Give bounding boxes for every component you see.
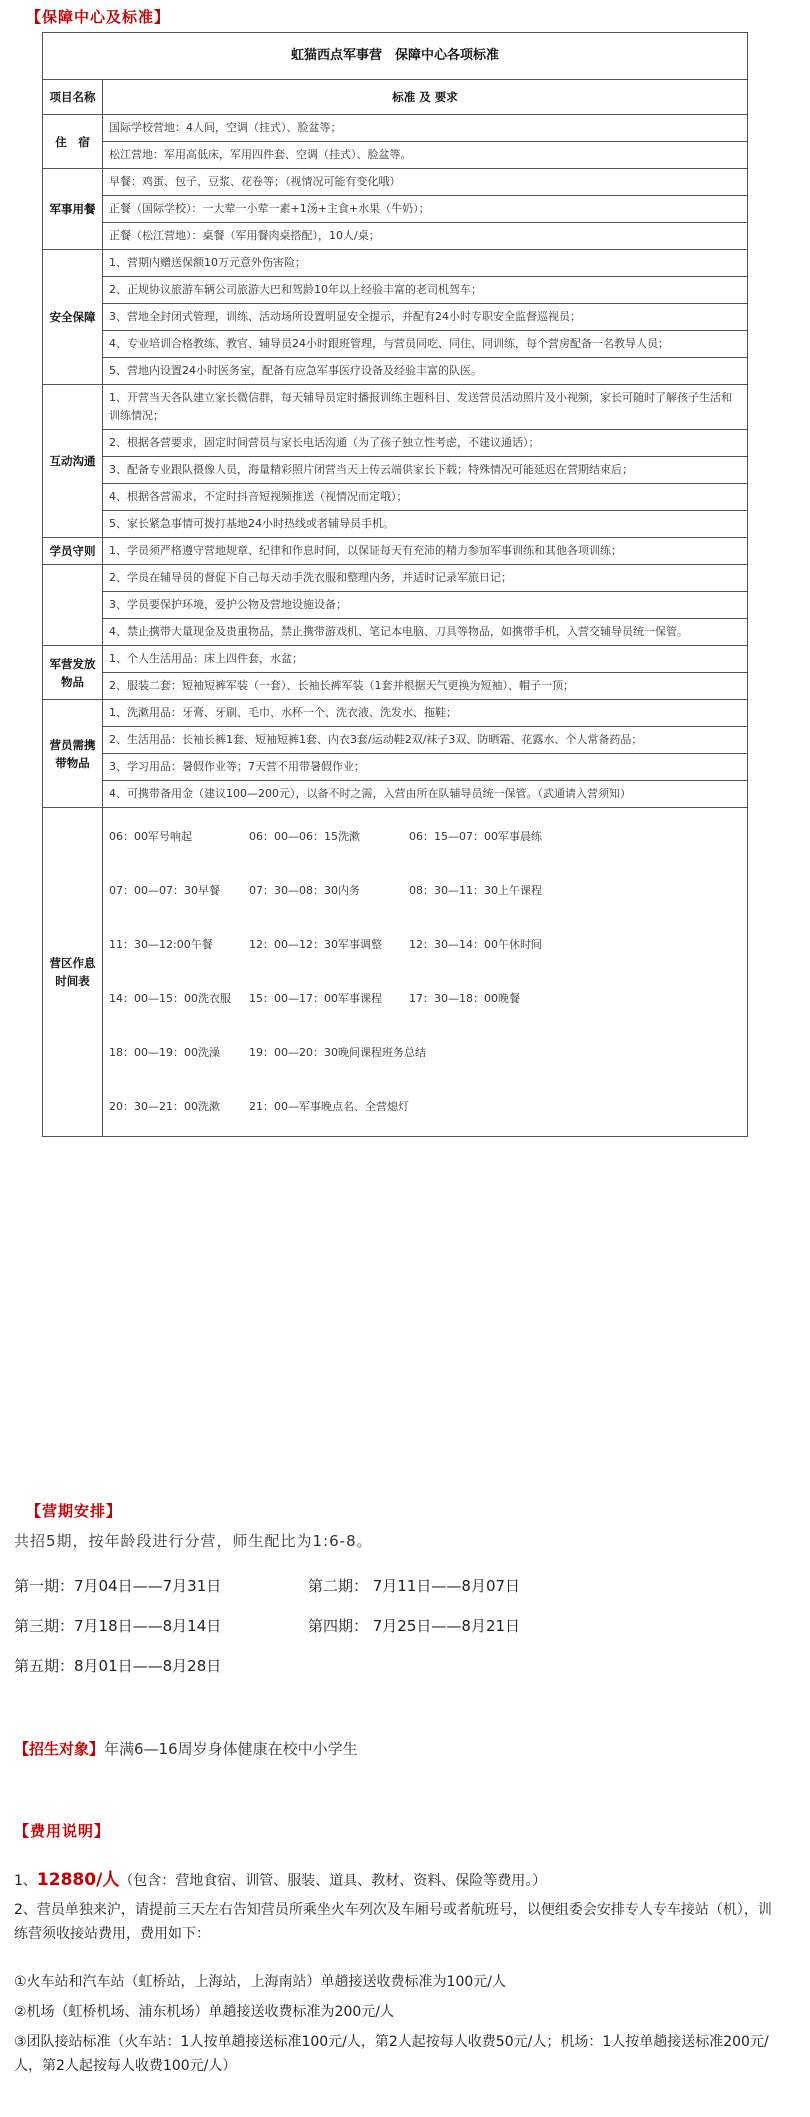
section-heading-fees: 【费用说明】: [14, 1822, 111, 1840]
table-cell: 4、根据各营需求，不定时抖音短视频推送（视情况而定哦）；: [103, 484, 748, 511]
table-cell: 3、学习用品：暑假作业等；7天营不用带暑假作业；: [103, 754, 748, 781]
category-communication: 互动沟通: [43, 385, 103, 538]
table-cell: 4、禁止携带大量现金及贵重物品，禁止携带游戏机、笔记本电脑、刀具等物品，如携带手机，入营交辅导员统一保管。: [103, 619, 748, 646]
period-row: [14, 1575, 520, 1596]
schedule-entry: 12：30—14：00午休时间: [409, 938, 542, 951]
schedule-entry: 08：30—11：30上午课程: [409, 884, 542, 897]
table-cell: 松江营地：军用高低床，军用四件套、空调（挂式）、脸盆等。: [103, 142, 748, 169]
table-cell: 1、学员须严格遵守营地规章、纪律和作息时间，以保证每天有充沛的精力参加军事训练和其他各项训练；: [103, 538, 748, 565]
schedule-line: [109, 864, 741, 918]
category-bring-items: 营员需携带物品: [43, 700, 103, 808]
schedule-entry: 12：00—12：30军事调整: [249, 938, 382, 951]
schedule-line: [109, 1026, 741, 1080]
table-cell: 早餐：鸡蛋、包子、豆浆、花卷等；（视情况可能有变化哦）: [103, 169, 748, 196]
fee-item-5: ③团队接站标准（火车站：1人按单趟接送标准100元/人，第2人起按每人收费50元/人；机场：1人按单趟接送标准200元/人，第2人起按每人收费100元/人）: [14, 2034, 769, 2074]
schedule-line: [109, 972, 741, 1026]
schedule-entry: 18：00—19：00洗澡: [109, 1046, 220, 1059]
table-cell: 1、开营当天各队建立家长微信群，每天辅导员定时播报训练主题科目、发送营员活动照片及小视频，家长可随时了解孩子生活和训练情况；: [103, 385, 748, 430]
table-cell: 3、学员要保护环境，爱护公物及营地设施设备；: [103, 592, 748, 619]
fee-item-1: [14, 1868, 784, 1893]
table-cell: 国际学校营地：4人间，空调（挂式）、脸盆等；: [103, 115, 748, 142]
category-rules: 学员守则: [43, 538, 103, 565]
period-entry: 第三期：7月18日——8月14日: [14, 1617, 222, 1635]
table-cell: 正餐（松江营地）：桌餐（军用餐肉桌搭配），10人/桌；: [103, 223, 748, 250]
period-entry: 第五期：8月01日——8月28日: [14, 1657, 222, 1675]
schedule-entry: 20：30—21：00洗漱: [109, 1100, 220, 1113]
table-cell: 1、个人生活用品：床上四件套，水盆；: [103, 646, 748, 673]
schedule-entry: 17：30—18：00晚餐: [409, 992, 520, 1005]
table-cell: 1、营期内赠送保额10万元意外伤害险；: [103, 250, 748, 277]
category-meals: 军事用餐: [43, 169, 103, 250]
price-value: 12880/人: [36, 1870, 120, 1890]
schedule-entry: 14：00—15：00洗衣服: [109, 992, 231, 1005]
table-cell: 4、专业培训合格教练、教官、辅导员24小时跟班管理，与营员同吃、同住、同训练，每个营房配备一名教导人员；: [103, 331, 748, 358]
category-safety: 安全保障: [43, 250, 103, 385]
period-row: [14, 1615, 520, 1636]
table-cell: 2、服装二套：短袖短裤军装（一套）、长袖长裤军装（1套并根据天气更换为短袖）、帽子一顶；: [103, 673, 748, 700]
fee-item-2: 2、营员单独来沪，请提前三天左右告知营员所乘坐火车列次及车厢号或者航班号，以便组委会安排专人专车接站（机），训练营须收接站费用，费用如下：: [14, 1902, 772, 1942]
table-cell: 3、配备专业跟队摄像人员，海量精彩照片闭营当天上传云端供家长下载；特殊情况可能延迟在营期结束后；: [103, 457, 748, 484]
schedule-entry: 15：00—17：00军事课程: [249, 992, 382, 1005]
schedule-entry: 07：30—08：30内务: [249, 884, 360, 897]
table-cell: 2、学员在辅导员的督促下自己每天动手洗衣服和整理内务，并适时记录军旅日记；: [103, 565, 748, 592]
section-heading-periods: 【营期安排】: [26, 1502, 123, 1520]
schedule-cell: [103, 808, 748, 1137]
periods-intro: 共招5期，按年龄段进行分营，师生配比为1:6-8。: [14, 1532, 373, 1550]
schedule-entry: 19：00—20：30晚间课程班务总结: [249, 1046, 426, 1059]
schedule-entry: 06：00—06：15洗漱: [249, 830, 360, 843]
target-line: [14, 1738, 358, 1759]
schedule-line: [109, 810, 741, 864]
table-cell: 正餐（国际学校）：一大荤一小荤一素+1汤+主食+水果（牛奶）；: [103, 196, 748, 223]
table-cell: 5、营地内设置24小时医务室，配备有应急军事医疗设备及经验丰富的队医。: [103, 358, 748, 385]
schedule-entry: 07：00—07：30早餐: [109, 884, 220, 897]
schedule-entry: 21：00—军事晚点名、全营熄灯: [249, 1100, 409, 1113]
fee-item-3: ①火车站和汽车站（虹桥站，上海站，上海南站）单趟接送收费标准为100元/人: [14, 1974, 506, 1990]
schedule-entry: 11：30—12:00午餐: [109, 938, 213, 951]
period-entry: 第一期：7月04日——7月31日: [14, 1577, 222, 1595]
table-cell: 1、洗漱用品：牙膏、牙刷、毛巾、水杯一个、洗衣液、洗发水、拖鞋；: [103, 700, 748, 727]
column-header-item: 项目名称: [43, 80, 103, 115]
fee-item-prefix: 1、: [14, 1873, 37, 1889]
schedule-line: [109, 918, 741, 972]
standards-table: [42, 32, 747, 1137]
fee-item-4: ②机场（虹桥机场、浦东机场）单趟接送收费标准为200元/人: [14, 2004, 394, 2020]
table-cell: 2、正规协议旅游车辆公司旅游大巴和驾龄10年以上经验丰富的老司机驾车；: [103, 277, 748, 304]
target-text: 年满6—16周岁身体健康在校中小学生: [104, 1740, 358, 1758]
period-entry: 第四期： 7月25日——8月21日: [308, 1617, 521, 1635]
category-daily-schedule: 营区作息时间表: [43, 808, 103, 1137]
schedule-entry: 06：15—07：00军事晨练: [409, 830, 542, 843]
fee-item-1-detail: （包含：营地食宿、训管、服装、道具、教材、资料、保险等费用。）: [119, 1873, 547, 1889]
table-cell: 2、根据各营要求，固定时间营员与家长电话沟通（为了孩子独立性考虑，不建议通话）；: [103, 430, 748, 457]
section-heading-standards: 【保障中心及标准】: [26, 8, 171, 26]
column-header-standard: 标准 及 要求: [103, 80, 748, 115]
schedule-line: [109, 1080, 741, 1134]
period-entry: 第二期： 7月11日——8月07日: [308, 1577, 521, 1595]
category-issued-items: 军营发放物品: [43, 646, 103, 700]
period-row: [14, 1655, 221, 1676]
category-accommodation: 住 宿: [43, 115, 103, 169]
category-rules-cont: [43, 565, 103, 646]
table-title: 虹猫西点军事营 保障中心各项标准: [43, 33, 748, 80]
table-cell: 2、生活用品：长袖长裤1套、短袖短裤1套、内衣3套/运动鞋2双/袜子3双、防晒霜、花露水、个人常备药品；: [103, 727, 748, 754]
schedule-entry: 06：00军号响起: [109, 830, 192, 843]
section-heading-target: 【招生对象】: [14, 1740, 105, 1758]
table-cell: 4、可携带备用金（建议100—200元），以备不时之需，入营由所在队辅导员统一保管。（武通请入营须知）: [103, 781, 748, 808]
table-cell: 5、家长紧急事情可拨打基地24小时热线或者辅导员手机。: [103, 511, 748, 538]
table-cell: 3、营地全封闭式管理，训练、活动场所设置明显安全提示，并配有24小时专职安全监督巡视员；: [103, 304, 748, 331]
